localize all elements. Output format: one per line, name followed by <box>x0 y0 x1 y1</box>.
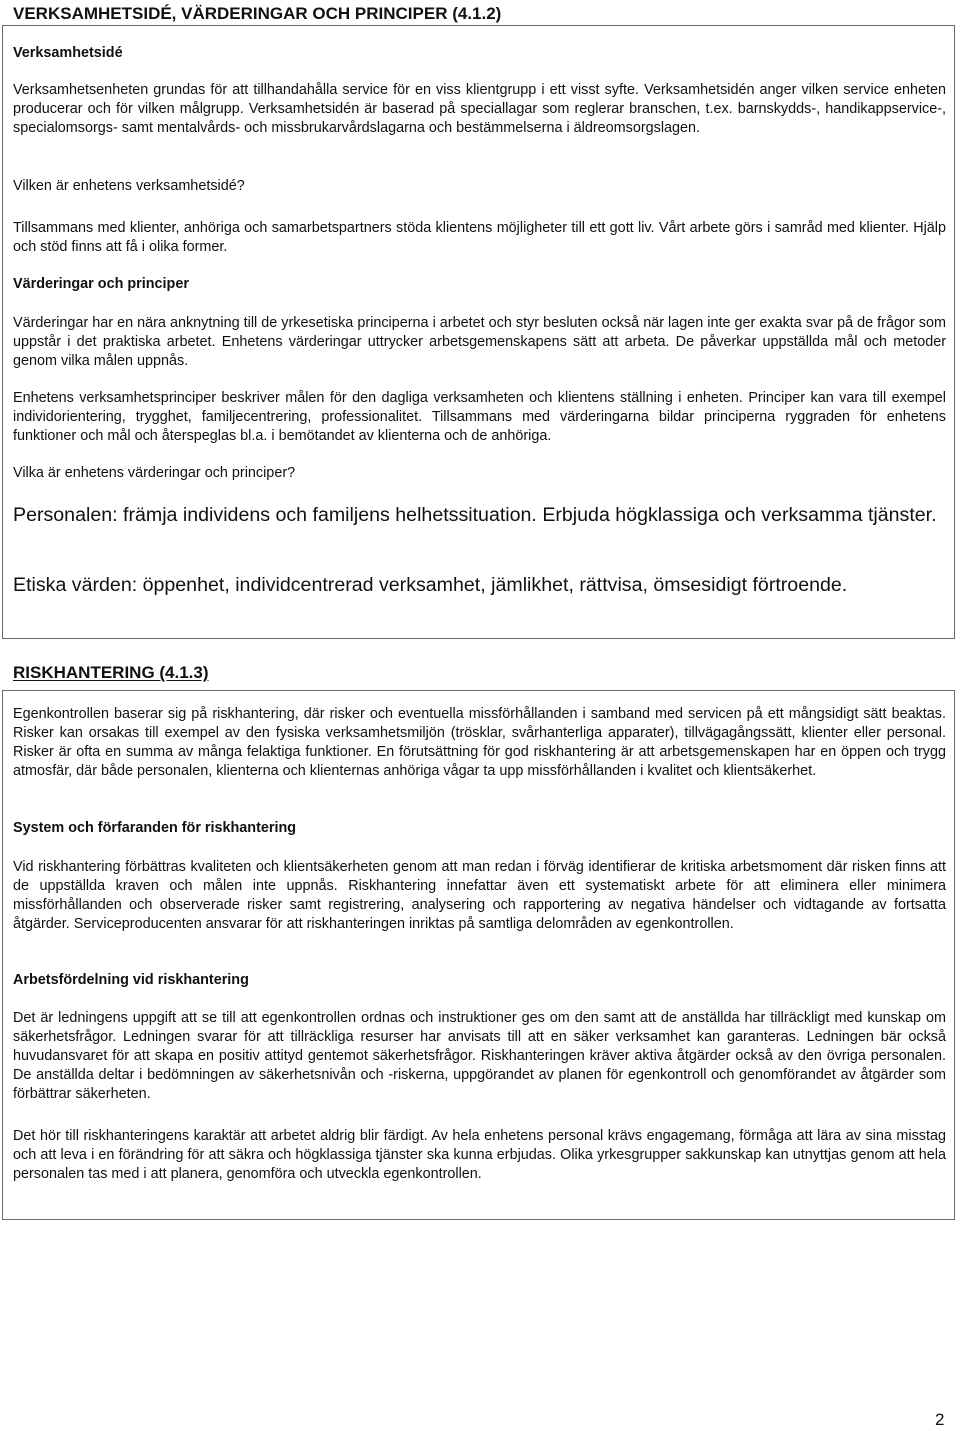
riskhantering-box <box>2 690 955 1220</box>
riskhantering-paragraph: Egenkontrollen baserar sig på riskhantering, där risker och eventuella missförhållanden i samband med servicen på ett mångsidigt sätt beaktas. Risker kan orsakas till exempel av den fysiska verksamhetsmiljön (trösklar, svårhanterliga apparater), tillvägagångssätt, klienter eller personal. Risker är ofta en summa av många felaktiga funktioner. En förutsättning för god riskhantering är att arbetsgemenskapen har en öppen och trygg atmosfär, där både personalen, klienterna och klienternas anhöriga vågar ta upp missförhållanden i kvalitet och klientsäkerhet. <box>13 706 946 779</box>
varderingar-answer-personal: Personalen: främja individens och familjens helhetssituation. Erbjuda högklassiga och verksamma tjänster. <box>13 504 937 526</box>
system-paragraph: Vid riskhantering förbättras kvaliteten och klientsäkerheten genom att man redan i förväg identifierar de kritiska arbetsmoment där risken finns att de uppställda kraven och målen inte uppnås. Riskhantering innefattar även ett systematiskt arbete för att eliminera eller minimera missförhållanden och observerade risker samt registrering, analysering och rapportering av negativa händelser och vidtagande av fortsatta åtgärder. Serviceproducenten ansvarar för att riskhanteringen inriktas på samtliga delområden av egenkontrollen. <box>13 859 946 932</box>
section-title-varderingar: Värderingar och principer <box>13 276 189 292</box>
verksamhetside-description: Verksamhetsenheten grundas för att tillhandahålla service för en viss klientgrupp i ett visst syfte. Verksamhetsidén anger vilken service enheten producerar och för vilken målgrupp. Verksamhetsidén är baserad på speciallagar som reglerar branschen, t.ex. barnskydds-, handikappservice-, specialomsorgs- samt mentalvårds- och missbrukarvårdslagarna och bestämmelserna i äldreomsorgslagen. <box>13 82 946 136</box>
section-title-system: System och förfaranden för riskhantering <box>13 820 297 836</box>
verksamhetside-box <box>2 25 955 639</box>
riskhantering-heading: RISKHANTERING (4.1.3) <box>13 663 209 682</box>
varderingar-answer-etiska: Etiska värden: öppenhet, individcentrerad verksamhet, jämlikhet, rättvisa, ömsesidigt förtroende. <box>13 574 848 596</box>
varderingar-question: Vilka är enhetens värderingar och principer? <box>13 465 296 481</box>
page-heading: VERKSAMHETSIDÉ, VÄRDERINGAR OCH PRINCIPER (4.1.2) <box>13 4 502 23</box>
verksamhetside-question: Vilken är enhetens verksamhetsidé? <box>13 178 245 194</box>
section-title-arbetsfordelning: Arbetsfördelning vid riskhantering <box>13 972 249 988</box>
arbetsfordelning-paragraph-1: Det är ledningens uppgift att se till att egenkontrollen ordnas och instruktioner ges om den samt att de anställda har tillräckligt med kunskap om säkerhetsfrågor. Ledningen svarar för att tillräckliga resurser har anvisats till att en säker verksamhet kan garanteras. Ledningen bär också huvudansvaret för att skapa en positiv attityd gentemot säkerhetsfrågor. Riskhanteringen kräver aktiva åtgärder också av den övriga personalen. De anställda deltar i bedömningen av säkerhetsnivån och -riskerna, uppgörandet av planen för egenkontroll och genomförandet av åtgärder som förbättrar säkerheten. <box>13 1010 946 1102</box>
arbetsfordelning-paragraph-2: Det hör till riskhanteringens karaktär att arbetet aldrig blir färdigt. Av hela enhetens personal krävs engagemang, förmåga att lära av sina misstag och att leva i en förändring för att säkra och högklassiga tjänster ska kunna erbjudas. Olika yrkesgrupper sakkunskap kan utnyttjas genom att hela personalen tas med i att planera, genomföra och utveckla egenkontrollen. <box>13 1128 946 1182</box>
page-number: 2 <box>935 1410 945 1429</box>
verksamhetside-answer: Tillsammans med klienter, anhöriga och samarbetspartners stöda klientens möjligheter till ett gott liv. Vårt arbete görs i samråd med klienter. Hjälp och stöd finns att få i olika former. <box>13 220 946 255</box>
varderingar-paragraph: Värderingar har en nära anknytning till de yrkesetiska principerna i arbetet och styr besluten också när lagen inte ger exakta svar på de frågor som uppstår i det praktiska arbetet. Enhetens värderingar uttrycker arbetsgemenskapens sätt att arbeta. De påverkar uppställda mål och metoder genom vilka målen uppnås. <box>13 315 946 369</box>
principer-paragraph: Enhetens verksamhetsprinciper beskriver målen för den dagliga verksamheten och klientens ställning i enheten. Principer kan vara till exempel individorientering, trygghet, familjecentrering, professionalitet. Tillsammans med värderingarna bildar principerna ryggraden för enhetens funktioner och mål och återspeglas bl.a. i bemötandet av klienterna och de anhöriga. <box>13 390 946 444</box>
section-title-verksamhetside: Verksamhetsidé <box>13 45 123 61</box>
